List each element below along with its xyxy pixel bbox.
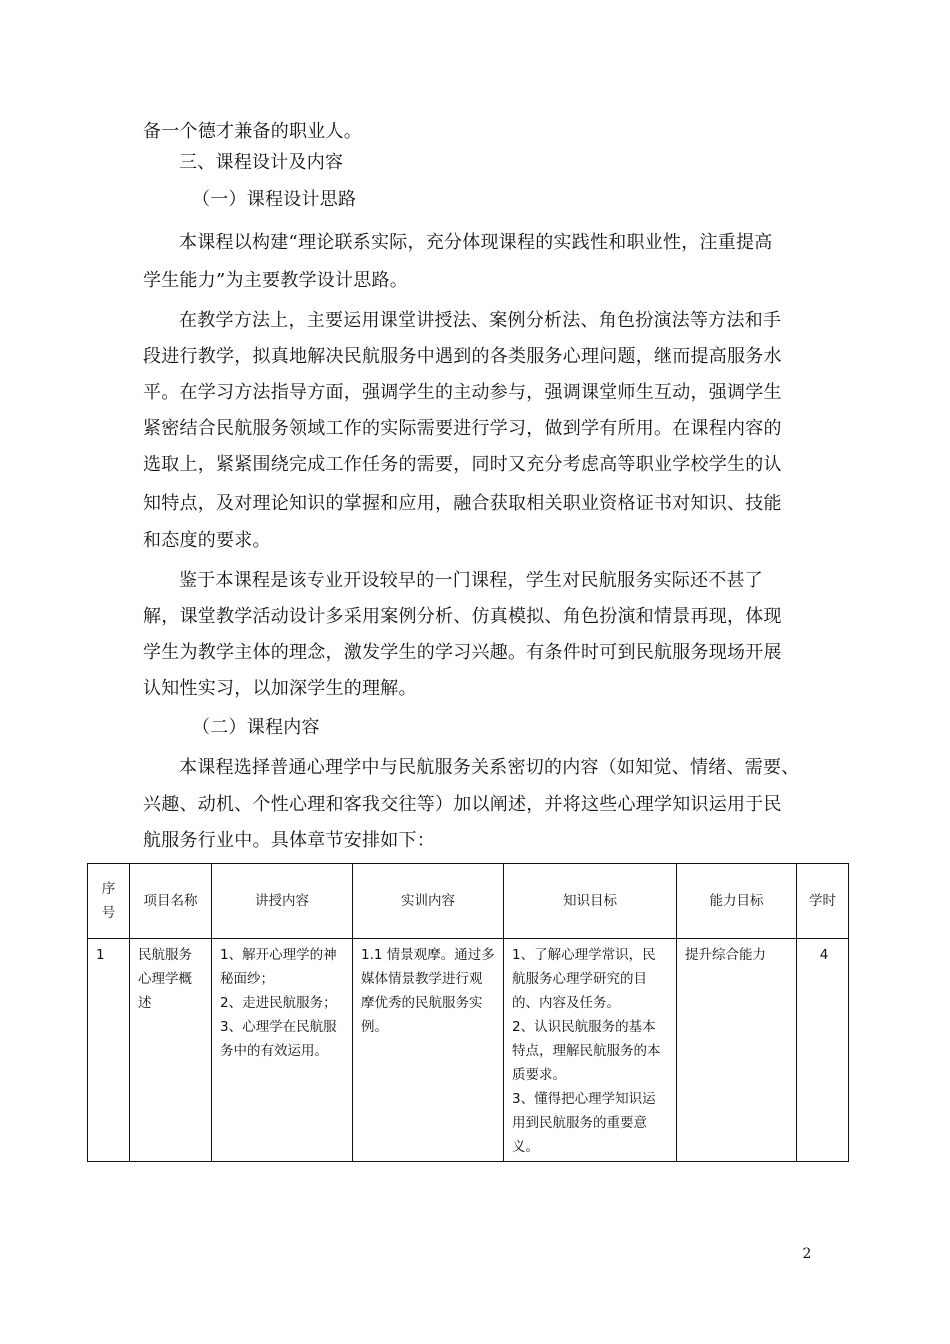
body-text-line: 平。在学习方法指导方面，强调学生的主动参与，强调课堂师生互动，强调学生	[143, 382, 782, 403]
body-text-line: 和态度的要求。	[143, 530, 271, 551]
body-text-line: 段进行教学，拟真地解决民航服务中遇到的各类服务心理问题，继而提高服务水	[143, 346, 782, 367]
body-text-line: 备一个德才兼备的职业人。	[143, 121, 362, 142]
cell-line: 航服务心理学研究的目	[512, 971, 647, 987]
section-heading: 三、课程设计及内容	[179, 152, 344, 173]
cell-line: 3、心理学在民航服	[220, 1019, 337, 1035]
header-knowledge-goal: 知识目标	[504, 864, 677, 939]
course-content-table	[87, 863, 849, 1162]
body-text-line: 选取上，紧紧围绕完成工作任务的需要，同时又充分考虑高等职业学校学生的认	[143, 454, 782, 475]
body-text-line: 知特点，及对理论知识的掌握和应用，融合获取相关职业资格证书对知识、技能	[143, 493, 782, 514]
body-text-line: 本课程以构建“理论联系实际，充分体现课程的实践性和职业性，注重提高	[179, 232, 773, 253]
header-number	[88, 864, 130, 939]
table-row	[88, 939, 849, 1162]
body-text-line: 学生能力”为主要教学设计思路。	[143, 270, 408, 291]
cell-line: 心理学概	[138, 971, 192, 987]
cell-ability-goal: 提升综合能力	[677, 939, 797, 1162]
header-number-line2: 号	[101, 905, 116, 921]
table-header-row	[88, 864, 849, 939]
cell-line: 的、内容及任务。	[512, 995, 620, 1011]
header-ability-goal: 能力目标	[677, 864, 797, 939]
cell-line: 务中的有效运用。	[220, 1043, 328, 1059]
body-text-line: 学生为教学主体的理念，激发学生的学习兴趣。有条件时可到民航服务现场开展	[143, 642, 782, 663]
header-lecture-content: 讲授内容	[212, 864, 353, 939]
cell-line: 1、解开心理学的神	[220, 947, 337, 963]
body-text-line: 认知性实习，以加深学生的理解。	[143, 678, 417, 699]
body-text-line: 解，课堂教学活动设计多采用案例分析、仿真模拟、角色扮演和情景再现，体现	[143, 606, 782, 627]
page-number: 2	[802, 1246, 812, 1262]
cell-number: 1	[88, 939, 130, 1162]
header-hours: 学时	[797, 864, 849, 939]
cell-line: 义。	[512, 1139, 539, 1155]
subsection-heading: （一）课程设计思路	[192, 189, 357, 210]
cell-lecture-content	[212, 939, 353, 1162]
header-number-line1: 序	[101, 881, 116, 897]
cell-line: 特点，理解民航服务的本	[512, 1043, 661, 1059]
cell-line: 3、懂得把心理学知识运	[512, 1091, 656, 1107]
header-training-content: 实训内容	[353, 864, 504, 939]
header-project-name: 项目名称	[130, 864, 212, 939]
cell-line: 2、认识民航服务的基本	[512, 1019, 656, 1035]
cell-line: 质要求。	[512, 1067, 566, 1083]
cell-training-content	[353, 939, 504, 1162]
body-text-line: 航服务行业中。具体章节安排如下：	[143, 830, 435, 851]
body-text-line: 鉴于本课程是该专业开设较早的一门课程，学生对民航服务实际还不甚了	[179, 570, 763, 591]
cell-line: 2、走进民航服务；	[220, 995, 337, 1011]
cell-hours: 4	[797, 939, 849, 1162]
cell-line: 民航服务	[138, 947, 192, 963]
body-text-line: 兴趣、动机、个性心理和客我交往等）加以阐述，并将这些心理学知识运用于民	[143, 794, 782, 815]
cell-line: 用到民航服务的重要意	[512, 1115, 647, 1131]
subsection-heading: （二）课程内容	[192, 717, 320, 738]
body-text-line: 紧密结合民航服务领域工作的实际需要进行学习，做到学有所用。在课程内容的	[143, 418, 782, 439]
body-text-line: 在教学方法上，主要运用课堂讲授法、案例分析法、角色扮演法等方法和手	[179, 310, 782, 331]
cell-knowledge-goal	[504, 939, 677, 1162]
cell-line: 述	[138, 995, 152, 1011]
cell-line: 1.1 情景观摩。通过多	[361, 947, 495, 963]
cell-project-name	[130, 939, 212, 1162]
cell-line: 媒体情景教学进行观	[361, 971, 483, 987]
body-text-line: 本课程选择普通心理学中与民航服务关系密切的内容（如知觉、情绪、需要、	[179, 757, 800, 778]
cell-line: 摩优秀的民航服务实	[361, 995, 483, 1011]
cell-line: 例。	[361, 1019, 388, 1035]
cell-line: 1、了解心理学常识，民	[512, 947, 656, 963]
cell-line: 秘面纱；	[220, 971, 274, 987]
